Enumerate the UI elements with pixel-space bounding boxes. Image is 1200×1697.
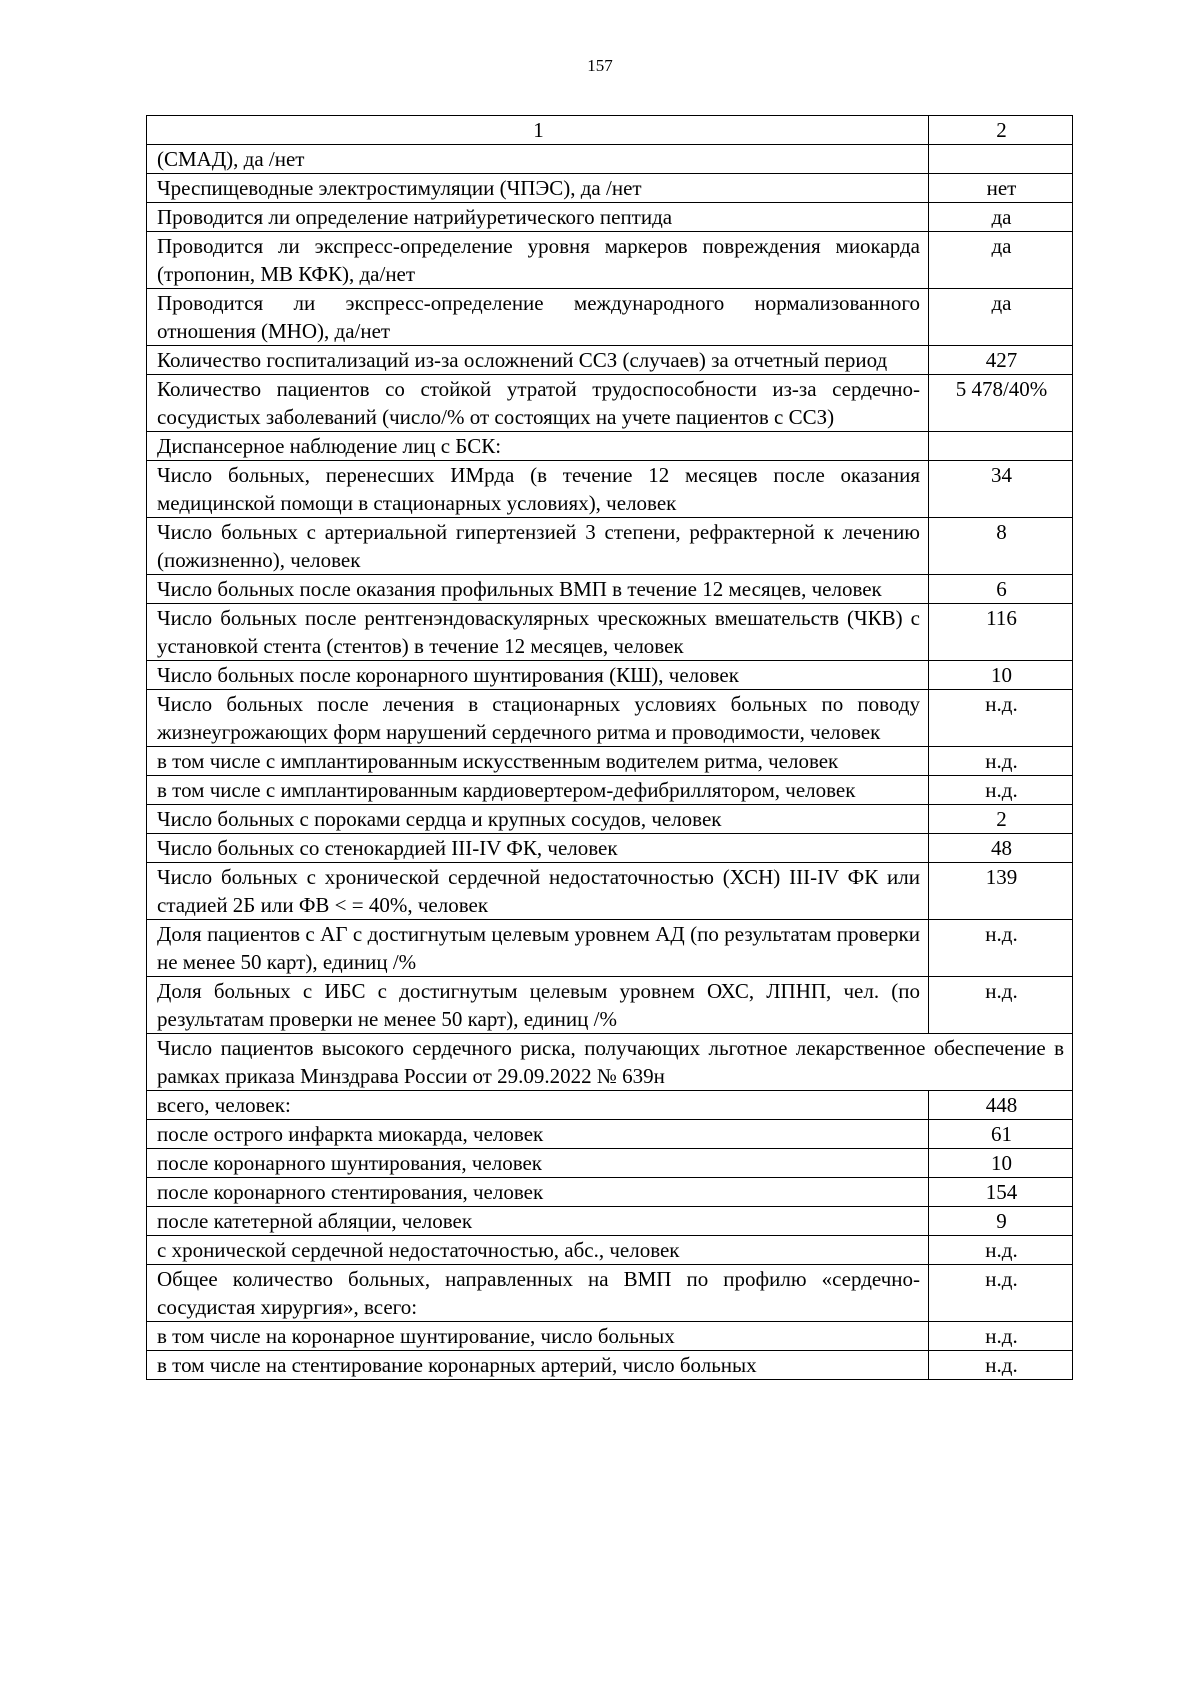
row-label: после коронарного стентирования, человек: [147, 1178, 929, 1207]
row-label: Число больных после коронарного шунтирования (КШ), человек: [147, 661, 929, 690]
table-row: [147, 1322, 1073, 1351]
table-row: [147, 232, 1073, 289]
row-label: Доля больных с ИБС с достигнутым целевым уровнем ОХС, ЛПНП, чел. (по результатам проверки не менее 50 карт), единиц /%: [147, 977, 929, 1034]
row-label: всего, человек:: [147, 1091, 929, 1120]
table-row: [147, 289, 1073, 346]
row-value: 5 478/40%: [929, 375, 1073, 432]
row-value: н.д.: [929, 1351, 1073, 1380]
table-row: [147, 747, 1073, 776]
row-value: 6: [929, 575, 1073, 604]
table-row: [147, 432, 1073, 461]
row-value: да: [929, 289, 1073, 346]
row-value: н.д.: [929, 690, 1073, 747]
table-row: [147, 518, 1073, 575]
row-label: после острого инфаркта миокарда, человек: [147, 1120, 929, 1149]
merged-row-label: Число пациентов высокого сердечного риска, получающих льготное лекарственное обеспечение в рамках приказа Минздрава России от 29.09.2022 № 639н: [147, 1034, 1073, 1091]
table-row: [147, 1091, 1073, 1120]
row-label: Число больных с хронической сердечной недостаточностью (ХСН) III-IV ФК или стадией 2Б или ФВ < = 40%, человек: [147, 863, 929, 920]
table-row: [147, 1178, 1073, 1207]
table-row: [147, 661, 1073, 690]
row-label: Число больных со стенокардией III-IV ФК, человек: [147, 834, 929, 863]
row-label: (СМАД), да /нет: [147, 145, 929, 174]
table-row: [147, 174, 1073, 203]
row-label: Проводится ли определение натрийуретического пептида: [147, 203, 929, 232]
table-row: [147, 805, 1073, 834]
row-value: да: [929, 232, 1073, 289]
row-value: н.д.: [929, 977, 1073, 1034]
row-label: в том числе на стентирование коронарных артерий, число больных: [147, 1351, 929, 1380]
row-label: Количество пациентов со стойкой утратой трудоспособности из-за сердечно-сосудистых заболеваний (число/% от состоящих на учете пациентов с ССЗ): [147, 375, 929, 432]
table-row: [147, 346, 1073, 375]
table-row: [147, 1351, 1073, 1380]
row-value: 427: [929, 346, 1073, 375]
row-label: Количество госпитализаций из-за осложнений ССЗ (случаев) за отчетный период: [147, 346, 929, 375]
row-label: Число больных после лечения в стационарных условиях больных по поводу жизнеугрожающих форм нарушений сердечного ритма и проводимости, человек: [147, 690, 929, 747]
table-row: [147, 375, 1073, 432]
row-value: [929, 432, 1073, 461]
row-label: Число больных, перенесших ИМрда (в течение 12 месяцев после оказания медицинской помощи в стационарных условиях), человек: [147, 461, 929, 518]
table-row: [147, 461, 1073, 518]
table-row-merged: [147, 1034, 1073, 1091]
row-label: Диспансерное наблюдение лиц с БСК:: [147, 432, 929, 461]
row-label: после катетерной абляции, человек: [147, 1207, 929, 1236]
row-label: Число больных после рентгенэндоваскулярных чрескожных вмешательств (ЧКВ) с установкой стента (стентов) в течение 12 месяцев, человек: [147, 604, 929, 661]
table-row: [147, 920, 1073, 977]
table-row: [147, 690, 1073, 747]
table-row: [147, 977, 1073, 1034]
row-value: 2: [929, 805, 1073, 834]
row-value: 61: [929, 1120, 1073, 1149]
table-row: [147, 1265, 1073, 1322]
row-label: Доля пациентов с АГ с достигнутым целевым уровнем АД (по результатам проверки не менее 50 карт), единиц /%: [147, 920, 929, 977]
row-value: н.д.: [929, 920, 1073, 977]
row-label: Чреспищеводные электростимуляции (ЧПЭС), да /нет: [147, 174, 929, 203]
row-value: н.д.: [929, 1322, 1073, 1351]
statistics-table: [146, 115, 1073, 1380]
row-label: Число больных с артериальной гипертензией 3 степени, рефрактерной к лечению (пожизненно), человек: [147, 518, 929, 575]
row-value: 9: [929, 1207, 1073, 1236]
row-label: Общее количество больных, направленных на ВМП по профилю «сердечно-сосудистая хирургия», всего:: [147, 1265, 929, 1322]
table-row: [147, 776, 1073, 805]
row-label: в том числе с имплантированным кардиовертером-дефибриллятором, человек: [147, 776, 929, 805]
table-row: [147, 1236, 1073, 1265]
row-value: 139: [929, 863, 1073, 920]
page-number: 157: [587, 56, 613, 75]
row-value: н.д.: [929, 1265, 1073, 1322]
row-value: 8: [929, 518, 1073, 575]
row-value: 10: [929, 1149, 1073, 1178]
row-value: 116: [929, 604, 1073, 661]
table-header-row: [147, 116, 1073, 145]
row-value: н.д.: [929, 1236, 1073, 1265]
row-value: 10: [929, 661, 1073, 690]
row-label: с хронической сердечной недостаточностью, абс., человек: [147, 1236, 929, 1265]
table-row: [147, 1207, 1073, 1236]
row-value: н.д.: [929, 747, 1073, 776]
table-row: [147, 863, 1073, 920]
row-label: после коронарного шунтирования, человек: [147, 1149, 929, 1178]
column-header-1: 1: [147, 116, 929, 145]
column-header-2: 2: [929, 116, 1073, 145]
table-row: [147, 1120, 1073, 1149]
row-label: Проводится ли экспресс-определение уровня маркеров повреждения миокарда (тропонин, МВ КФК), да/нет: [147, 232, 929, 289]
table-row: [147, 1149, 1073, 1178]
table-row: [147, 604, 1073, 661]
row-label: в том числе с имплантированным искусственным водителем ритма, человек: [147, 747, 929, 776]
table-row: [147, 145, 1073, 174]
row-label: Число больных после оказания профильных ВМП в течение 12 месяцев, человек: [147, 575, 929, 604]
row-value: н.д.: [929, 776, 1073, 805]
row-value: 154: [929, 1178, 1073, 1207]
row-value: 448: [929, 1091, 1073, 1120]
row-value: нет: [929, 174, 1073, 203]
row-value: да: [929, 203, 1073, 232]
table-row: [147, 203, 1073, 232]
table-row: [147, 834, 1073, 863]
row-label: в том числе на коронарное шунтирование, число больных: [147, 1322, 929, 1351]
table-row: [147, 575, 1073, 604]
row-value: [929, 145, 1073, 174]
row-value: 34: [929, 461, 1073, 518]
row-label: Проводится ли экспресс-определение международного нормализованного отношения (МНО), да/нет: [147, 289, 929, 346]
row-value: 48: [929, 834, 1073, 863]
row-label: Число больных с пороками сердца и крупных сосудов, человек: [147, 805, 929, 834]
